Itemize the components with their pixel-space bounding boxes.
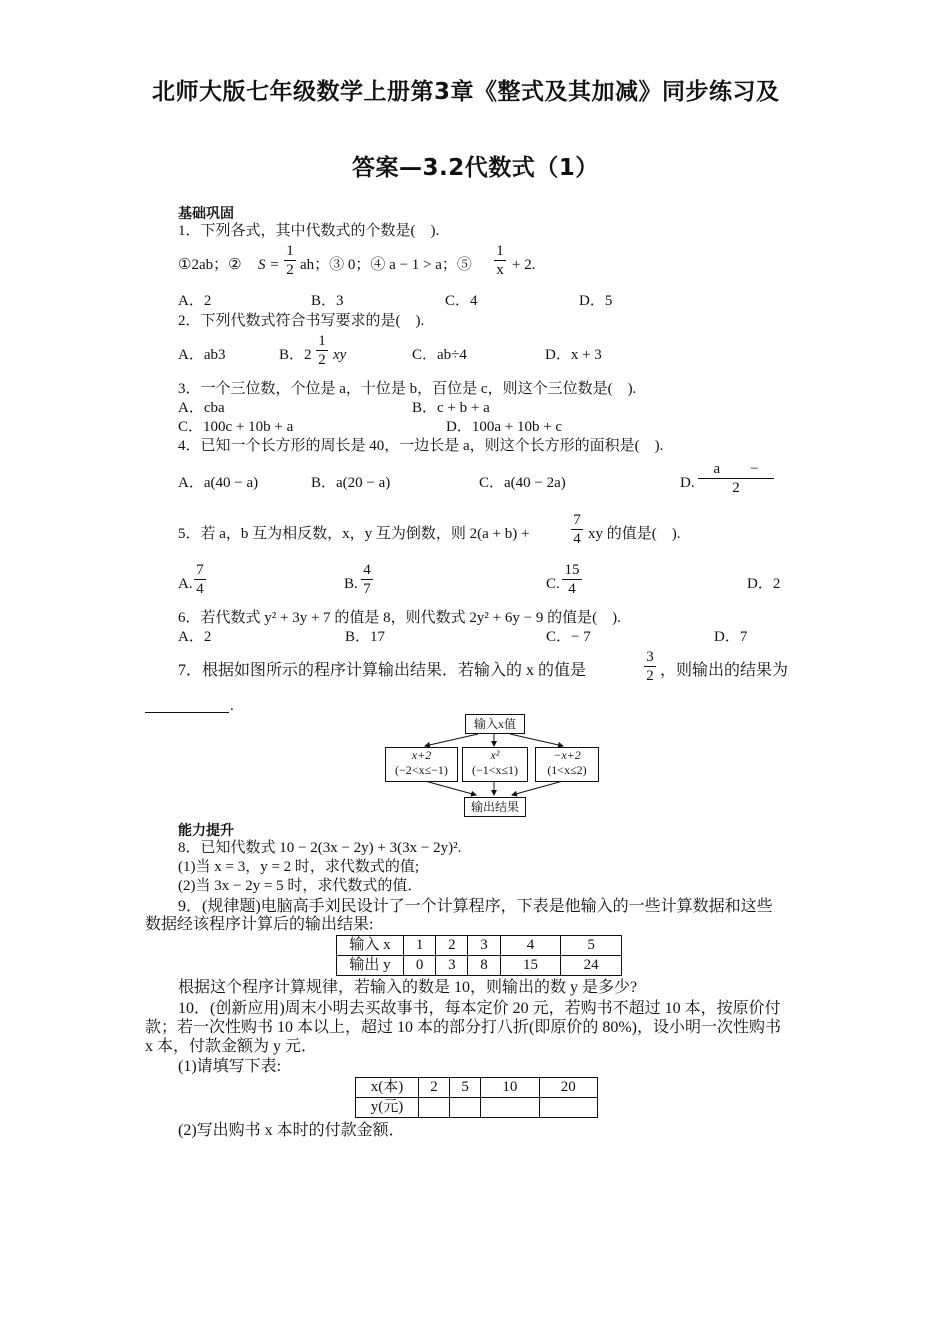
table-cell: 4 (500, 936, 561, 956)
flowchart-branch-3-range: (1<x≤2) (547, 763, 587, 777)
flowchart-branch-1 (385, 747, 458, 782)
q4-option-a: A．a(40 − a) (178, 475, 259, 491)
table-row (356, 1098, 598, 1118)
q1-option-d: D．5 (579, 293, 613, 309)
q9-data-table (336, 935, 622, 976)
table-cell: 0 (404, 956, 436, 976)
q2-option-b-suffix: xy (333, 347, 347, 363)
table-cell: 5 (561, 936, 622, 956)
q1-expr-b: S = (258, 257, 280, 273)
table-cell: 3 (436, 956, 468, 976)
q3-option-d: D．100a + 10b + c (446, 419, 563, 435)
flowchart-branch-1-range: (−2<x≤−1) (395, 763, 448, 777)
q6-option-b: B．17 (345, 629, 386, 645)
q1-option-b: B．3 (311, 293, 344, 309)
q5-option-b-fraction: 4 7 (361, 562, 373, 597)
q5-stem-prefix: 5．若 a，b 互为相反数，x，y 互为倒数，则 2(a + b) + (178, 526, 530, 542)
q10-fill-table (355, 1077, 598, 1118)
q1-option-c: C．4 (445, 293, 478, 309)
q2-option-a: A．ab3 (178, 347, 226, 363)
q4-option-d-fraction: a − 2 (698, 461, 774, 496)
q3-option-a: A．cba (178, 400, 225, 416)
table-row-label: y(元) (356, 1098, 419, 1118)
q9-line2: 数据经该程序计算后的输出结果: (145, 916, 374, 933)
page-title-line2: 答案—3.2代数式（1） (352, 155, 599, 181)
section-heading-advanced: 能力提升 (178, 823, 234, 839)
q5-option-c-fraction: 15 4 (562, 562, 582, 597)
table-cell: 24 (561, 956, 622, 976)
q1-expr-c: ah；③ 0；④ a − 1 > a；⑤ (300, 257, 472, 273)
q1-fraction-half: 1 2 (284, 243, 296, 278)
q7-stem-prefix: 7．根据如图所示的程序计算输出结果．若输入的 x 的值是 (178, 662, 587, 679)
table-row (356, 1078, 598, 1098)
q4-stem: 4．已知一个长方形的周长是 40，一边长是 a，则这个长方形的面积是( ). (178, 438, 664, 454)
table-cell: 2 (436, 936, 468, 956)
table-cell-blank[interactable] (481, 1098, 539, 1118)
section-heading-basic: 基础巩固 (178, 206, 234, 222)
page-title-line1: 北师大版七年级数学上册第3章《整式及其加减》同步练习及 (152, 79, 780, 105)
q4-option-b: B．a(20 − a) (311, 475, 391, 491)
q3-option-b: B．c + b + a (412, 400, 490, 416)
q5-stem-fraction: 7 4 (571, 512, 583, 547)
q7-stem-suffix: ，则输出的结果为 (660, 662, 789, 679)
table-row (337, 936, 622, 956)
q6-option-a: A．2 (178, 629, 212, 645)
table-cell: 15 (500, 956, 561, 976)
table-cell: 2 (419, 1078, 450, 1098)
q1-fraction-1-over-x: 1 x (494, 243, 506, 278)
q1-stem: 1．下列各式，其中代数式的个数是( ). (178, 223, 440, 239)
table-cell: 20 (539, 1078, 597, 1098)
q10-line1: 10．(创新应用)周末小明去买故事书，每本定价 20 元，若购书不超过 10 本，按原价付 (178, 1000, 781, 1017)
q1-expr-a: ①2ab；② (178, 257, 242, 273)
q4-option-c: C．a(40 − 2a) (479, 475, 566, 491)
q8-part1: (1)当 x = 3，y = 2 时，求代数式的值; (178, 859, 420, 875)
q5-option-a-fraction: 7 4 (194, 562, 206, 597)
q5-stem-suffix: xy 的值是( ). (588, 526, 681, 542)
flowchart-branch-2-expr: x² (490, 748, 500, 762)
q7-fraction: 3 2 (644, 649, 656, 684)
q1-expr-d: + 2. (512, 257, 536, 273)
q6-option-c: C．− 7 (546, 629, 591, 645)
table-cell: 8 (468, 956, 500, 976)
flowchart-branch-1-expr: x+2 (411, 748, 432, 762)
q2-option-d: D．x + 3 (545, 347, 602, 363)
flowchart-input-box: 输入x值 (465, 714, 525, 734)
q10-part2: (2)写出购书 x 本时的付款金额． (178, 1122, 405, 1139)
flowchart-branch-2-range: (−1<x≤1) (471, 763, 519, 777)
q2-option-b-fraction: 1 2 (316, 333, 328, 368)
q6-stem: 6．若代数式 y² + 3y + 7 的值是 8，则代数式 2y² + 6y − 9 的值是( ). (178, 610, 621, 626)
flowchart-branch-3-expr: −x+2 (553, 748, 581, 762)
table-cell: 1 (404, 936, 436, 956)
flowchart-branch-3 (535, 747, 599, 782)
q5-option-a-label: A. (178, 576, 193, 592)
q5-option-c-label: C. (546, 576, 560, 592)
table-cell: 10 (481, 1078, 539, 1098)
table-row-label: x(本) (356, 1078, 419, 1098)
q8-stem: 8．已知代数式 10 − 2(3x − 2y) + 3(3x − 2y)². (178, 840, 462, 856)
q10-line3: x 本，付款金额为 y 元． (145, 1038, 318, 1055)
q3-stem: 3．一个三位数，个位是 a，十位是 b，百位是 c，则这个三位数是( ). (178, 381, 637, 397)
flowchart-output-box: 输出结果 (464, 797, 526, 817)
q4-option-d-label: D. (680, 475, 695, 491)
table-row-label: 输出 y (337, 956, 404, 976)
table-row (337, 956, 622, 976)
table-cell: 5 (450, 1078, 481, 1098)
q2-option-b-prefix: B．2 (279, 347, 312, 363)
flowchart-branch-2 (462, 747, 528, 782)
table-row-label: 输入 x (337, 936, 404, 956)
table-cell-blank[interactable] (539, 1098, 597, 1118)
q3-option-c: C．100c + 10b + a (178, 419, 294, 435)
table-cell-blank[interactable] (450, 1098, 481, 1118)
q7-blank-end: . (230, 698, 234, 714)
q9-question: 根据这个程序计算规律，若输入的数是 10，则输出的数 y 是多少? (178, 979, 638, 996)
q10-part1: (1)请填写下表: (178, 1058, 282, 1075)
q8-part2: (2)当 3x − 2y = 5 时，求代数式的值． (178, 878, 423, 894)
q6-option-d: D．7 (714, 629, 748, 645)
q5-option-b-label: B. (344, 576, 358, 592)
q5-option-d: D．2 (747, 576, 781, 592)
table-cell-blank[interactable] (419, 1098, 450, 1118)
q10-line2: 款；若一次性购书 10 本以上，超过 10 本的部分打八折(即原价的 80%)，设小明一次性购书 (145, 1019, 781, 1036)
q2-option-c: C．ab÷4 (412, 347, 467, 363)
q1-option-a: A．2 (178, 293, 212, 309)
q9-line1: 9．(规律题)电脑高手刘民设计了一个计算程序，下表是他输入的一些计算数据和这些 (178, 898, 773, 915)
q2-stem: 2．下列代数式符合书写要求的是( ). (178, 313, 425, 329)
table-cell: 3 (468, 936, 500, 956)
